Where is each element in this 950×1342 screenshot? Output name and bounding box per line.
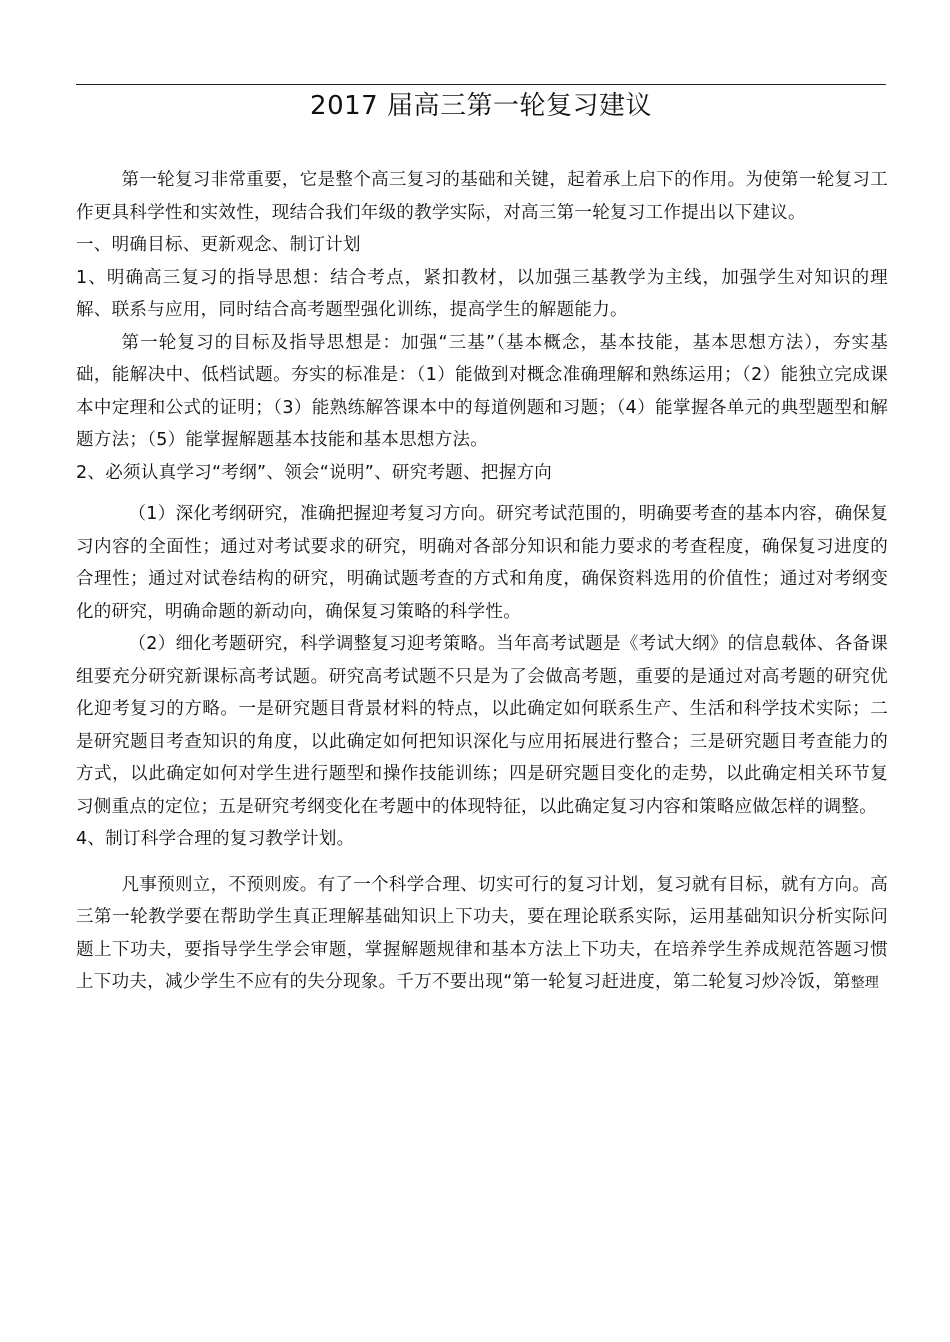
item-2-1-paragraph: （1）深化考纲研究，准确把握迎考复习方向。研究考试范围的，明确要考查的基本内容，确保复习内容的全面性；通过对考试要求的研究，明确对各部分知识和能力要求的考查程度，确保复习进度的合理性；通过对试卷结构的研究，明确试题考查的方式和角度，确保资料选用的价值性；通过对考纲变化的研究，明确命题的新动向，确保复习策略的科学性。 [76,504,888,622]
item-2-2-paragraph: （2）细化考题研究，科学调整复习迎考策略。当年高考试题是《考试大纲》的信息载体、各备课组要充分研究新课标高考试题。研究高考试题不只是为了会做高考题，重要的是通过对高考题的研究优化迎考复习的方略。一是研究题目背景材料的特点，以此确定如何联系生产、生活和科学技术实际；二是研究题目考查知识的角度，以此确定如何把知识深化与应用拓展进行整合；三是研究题目考查能力的方式，以此确定如何对学生进行题型和操作技能训练；四是研究题目变化的走势，以此确定相关环节复习侧重点的定位；五是研究考纲变化在考题中的体现特征，以此确定复习内容和策略应做怎样的调整。 [76,634,888,817]
document-body [76,164,888,1000]
goals-paragraph: 第一轮复习的目标及指导思想是：加强“三基”（基本概念，基本技能，基本思想方法），夯实基础，能解决中、低档试题。夯实的标准是：（1）能做到对概念准确理解和熟练运用；（2）能独立完成课本中定理和公式的证明；（3）能熟练解答课本中的每道例题和习题；（4）能掌握各单元的典型题型和解题方法；（5）能掌握解题基本技能和基本思想方法。 [76,332,888,450]
item-2-heading: 2、必须认真学习“考纲”、领会“说明”、研究考题、把握方向 [76,462,553,483]
plan-text: 凡事预则立，不预则废。有了一个科学合理、切实可行的复习计划，复习就有目标，就有方向。高三第一轮教学要在帮助学生真正理解基础知识上下功夫，要在理论联系实际，运用基础知识分析实际问题上下功夫，要指导学生学会审题，掌握解题规律和基本方法上下功夫，在培养学生养成规范答题习惯上下功夫，减少学生不应有的失分现象。千万不要出现“第一轮复习赶进度，第二轮复习炒冷饭，第 [76,874,888,992]
plan-paragraph [76,869,888,1000]
intro-paragraph: 第一轮复习非常重要，它是整个高三复习的基础和关键，起着承上启下的作用。为使第一轮复习工作更具科学性和实效性，现结合我们年级的教学实际，对高三第一轮复习工作提出以下建议。 [76,170,888,223]
header-rule [76,84,886,85]
section-heading: 一、明确目标、更新观念、制订计划 [76,235,361,255]
item-1-paragraph: 1、明确高三复习的指导思想：结合考点，紧扣教材，以加强三基教学为主线，加强学生对知识的理解、联系与应用，同时结合高考题型强化训练，提高学生的解题能力。 [76,267,888,320]
page-title: 2017 届高三第一轮复习建议 [310,91,652,121]
plan-tail-text: 整理 [850,975,879,991]
item-4-heading: 4、制订科学合理的复习教学计划。 [76,829,355,849]
